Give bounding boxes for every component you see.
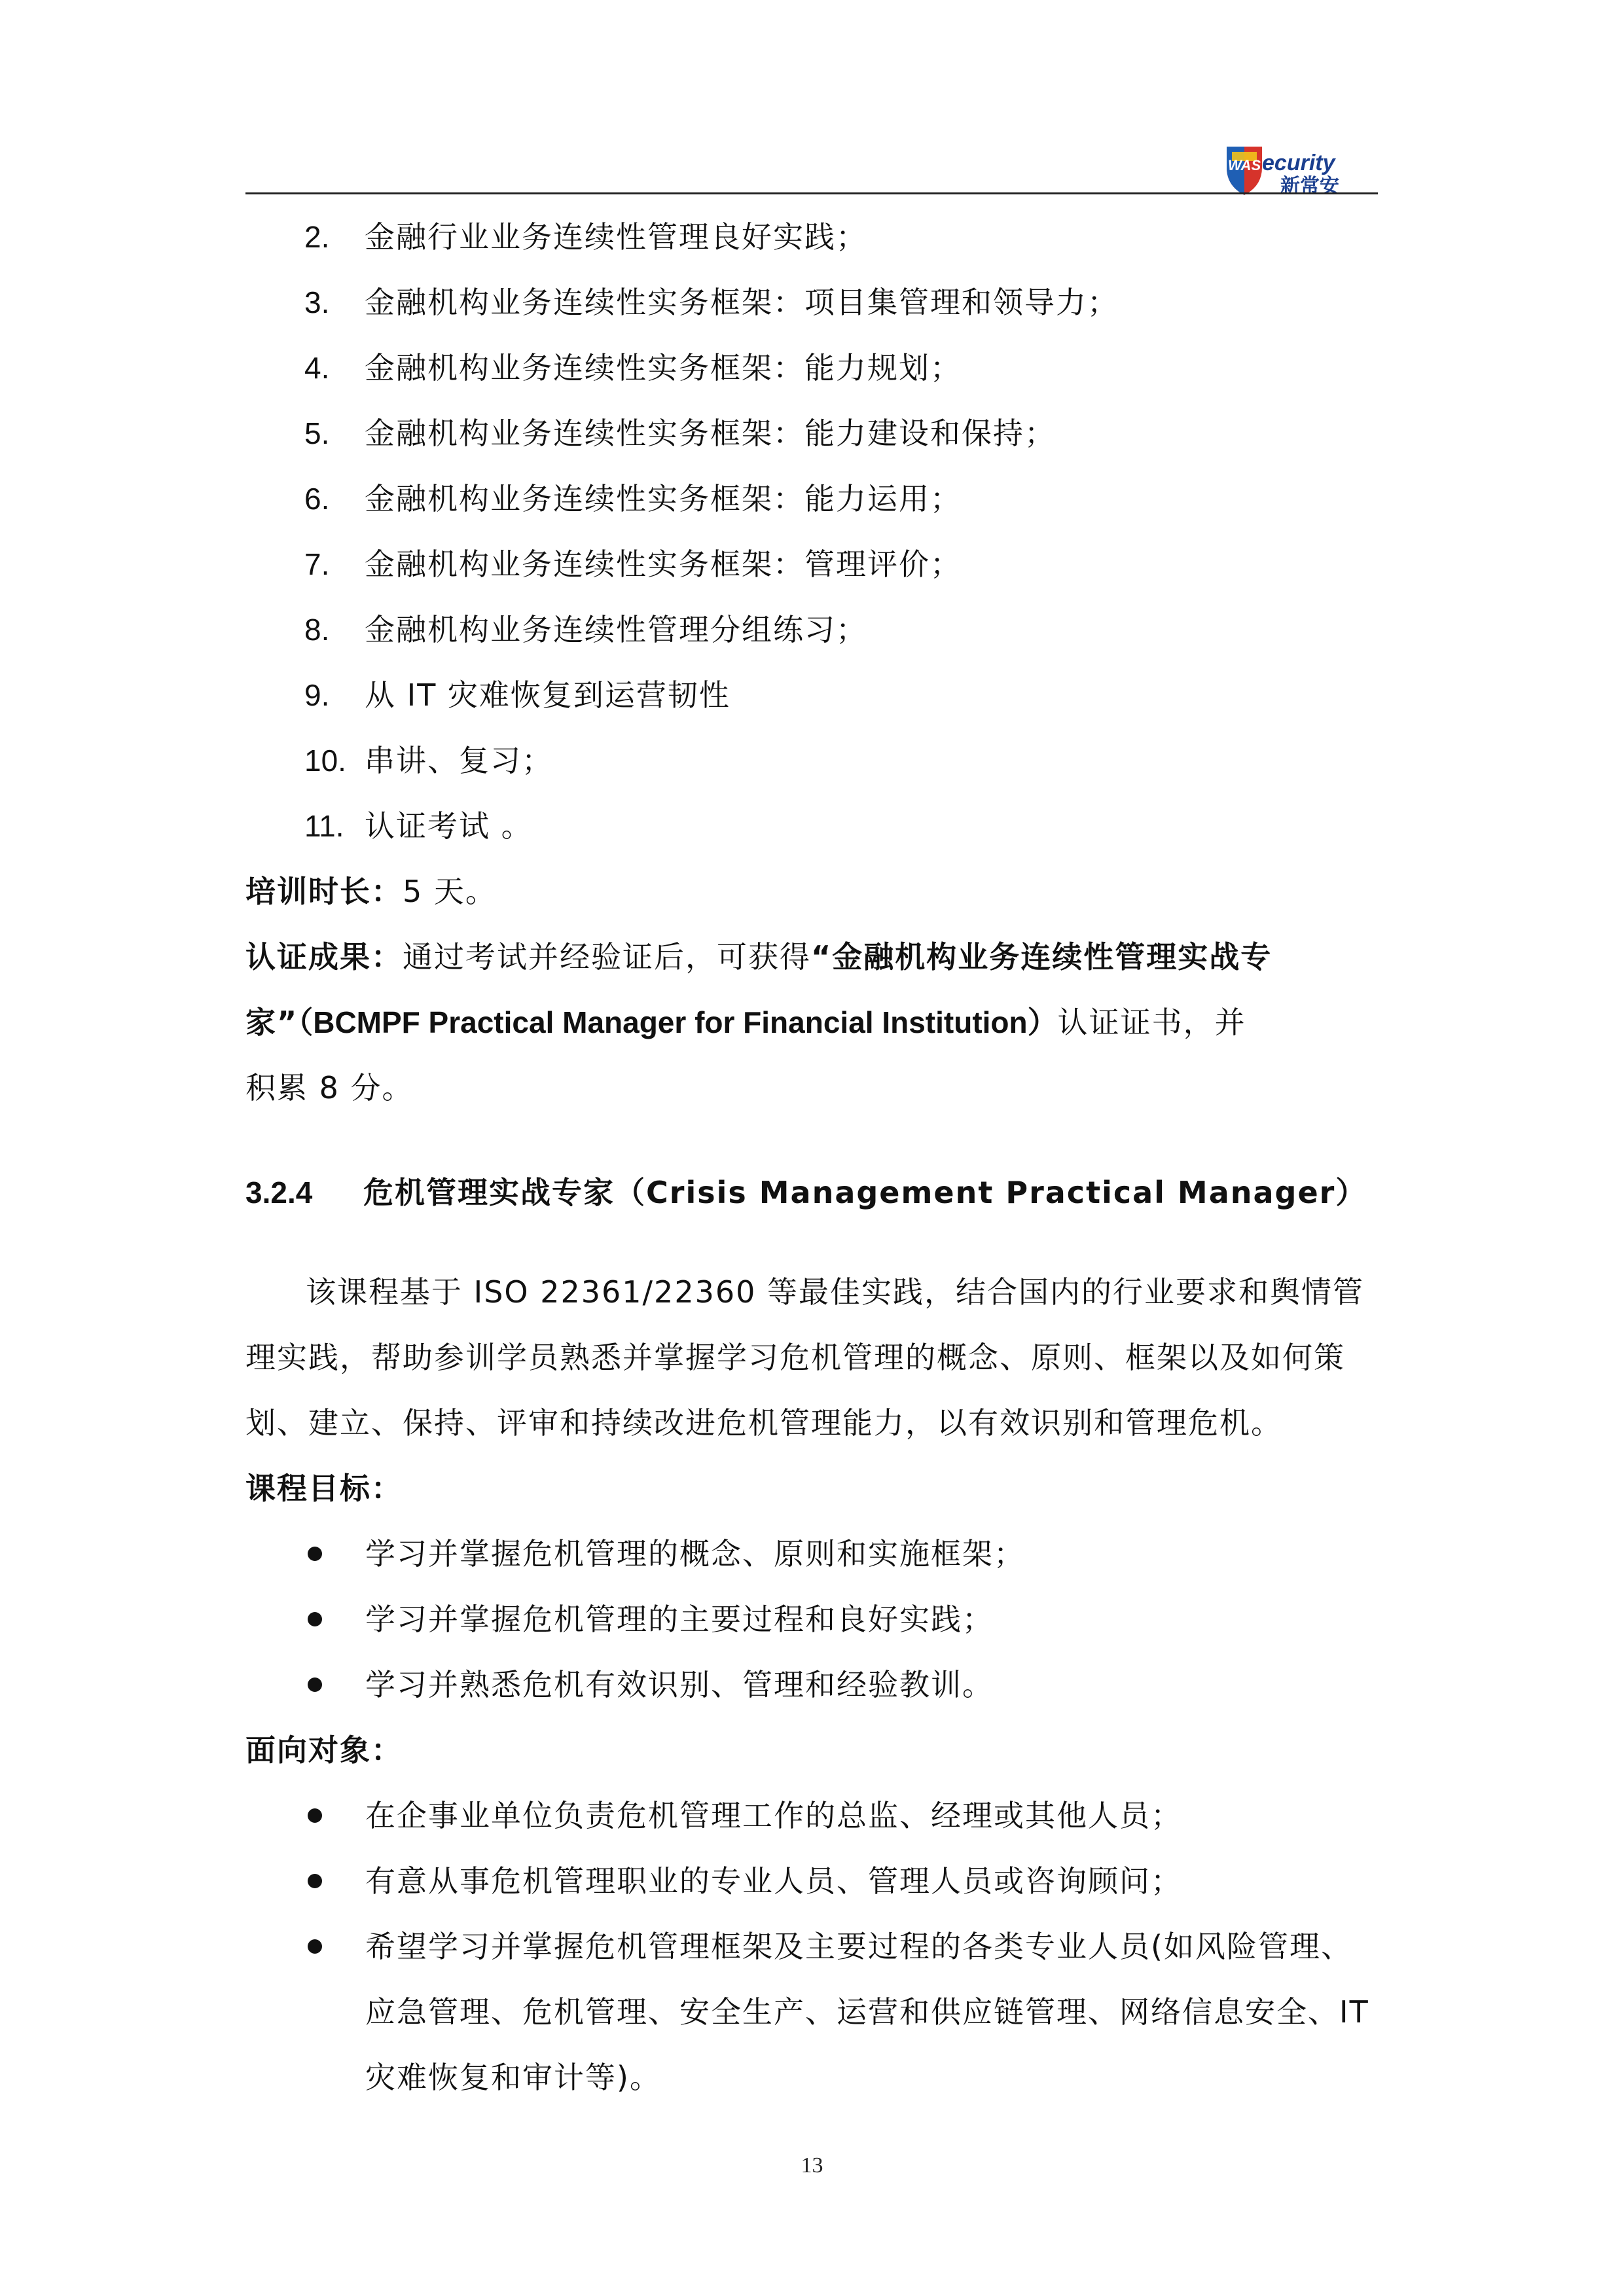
certification-title: “金融机构业务连续性管理实战专	[811, 939, 1272, 975]
intro-line: 该课程基于 ISO 22361/22360 等最佳实践，结合国内的行业要求和舆情管	[306, 1274, 1365, 1310]
certification-text: 通过考试并经验证后，可获得	[403, 939, 811, 975]
duration-line	[245, 859, 1378, 924]
objective-item	[245, 1587, 1378, 1652]
certification-title-end: 家”	[245, 1005, 298, 1040]
page-content	[245, 204, 1378, 2110]
list-item	[245, 335, 1378, 401]
list-number: 2.	[304, 220, 330, 254]
certification-credits: 积累 8 分。	[245, 1070, 414, 1105]
objective-text: 学习并熟悉危机有效识别、管理和经验教训。	[365, 1667, 994, 1702]
list-number: 11.	[304, 809, 344, 843]
intro-line: 理实践，帮助参训学员熟悉并掌握学习危机管理的概念、原则、框架以及如何策	[245, 1340, 1345, 1375]
certification-label: 认证成果：	[245, 939, 403, 975]
list-text: 金融机构业务连续性管理分组练习；	[365, 612, 867, 647]
bullet-icon	[308, 1547, 322, 1561]
list-text: 金融行业业务连续性管理良好实践；	[365, 219, 867, 255]
list-item	[245, 531, 1378, 597]
bullet-icon	[308, 1939, 322, 1954]
objective-text: 学习并掌握危机管理的主要过程和良好实践；	[365, 1602, 994, 1637]
audience-item	[245, 1914, 1378, 2110]
bullet-icon	[308, 1874, 322, 1888]
list-item	[245, 793, 1378, 859]
list-text: 金融机构业务连续性实务框架：能力运用；	[365, 481, 962, 516]
list-number: 10.	[304, 744, 346, 778]
certification-line-1	[245, 924, 1378, 990]
objectives-label: 课程目标：	[245, 1471, 403, 1506]
bullet-icon	[308, 1677, 322, 1692]
list-item	[245, 466, 1378, 531]
svg-text:ecurity: ecurity	[1262, 151, 1335, 175]
list-text: 从 IT 灾难恢复到运营韧性	[365, 677, 731, 713]
audience-text: 希望学习并掌握危机管理框架及主要过程的各类专业人员(如风险管理、应急管理、危机管理、安全生产、运营和供应链管理、网络信息安全、IT 灾难恢复和审计等)。	[365, 1929, 1369, 2095]
certification-line-2	[245, 990, 1378, 1055]
page-number: 13	[801, 2153, 823, 2178]
header-rule	[245, 192, 1378, 194]
objective-item	[245, 1652, 1378, 1717]
shield-icon	[1227, 147, 1262, 195]
svg-text:新常安: 新常安	[1280, 175, 1339, 196]
wasecurity-logo	[1223, 141, 1380, 196]
list-text: 认证考试 。	[365, 808, 533, 844]
list-number: 7.	[304, 547, 330, 581]
list-number: 4.	[304, 351, 330, 385]
duration-value: 5 天。	[403, 874, 497, 909]
section-intro	[245, 1259, 1378, 1325]
audience-label: 面向对象：	[245, 1732, 403, 1768]
section-number: 3.2.4	[245, 1175, 313, 1210]
audience-item	[245, 1848, 1378, 1914]
list-text: 串讲、复习；	[365, 743, 553, 778]
list-item	[245, 728, 1378, 793]
list-text: 金融机构业务连续性实务框架：管理评价；	[365, 547, 962, 582]
list-text: 金融机构业务连续性实务框架：能力规划；	[365, 350, 962, 386]
list-number: 9.	[304, 678, 330, 712]
bullet-icon	[308, 1808, 322, 1823]
list-number: 8.	[304, 613, 330, 647]
list-text: 金融机构业务连续性实务框架：能力建设和保持；	[365, 416, 1056, 451]
list-item	[245, 662, 1378, 728]
objective-item	[245, 1521, 1378, 1587]
svg-text:WAS: WAS	[1228, 157, 1261, 173]
list-number: 5.	[304, 416, 330, 450]
list-number: 3.	[304, 285, 330, 319]
bullet-icon	[308, 1612, 322, 1626]
list-item	[245, 270, 1378, 335]
section-title: 危机管理实战专家（Crisis Management Practical Manager）	[363, 1175, 1367, 1210]
list-item	[245, 401, 1378, 466]
audience-item	[245, 1783, 1378, 1848]
duration-label: 培训时长：	[245, 874, 403, 909]
audience-text: 在企事业单位负责危机管理工作的总监、经理或其他人员；	[365, 1798, 1182, 1833]
audience-text: 有意从事危机管理职业的专业人员、管理人员或咨询顾问；	[365, 1863, 1182, 1899]
section-heading	[245, 1160, 1378, 1225]
certification-en-title: （BCMPF Practical Manager for Financial Institution）	[298, 1005, 1058, 1039]
certification-text-2: 认证证书，并	[1057, 1005, 1246, 1040]
list-item	[245, 597, 1378, 662]
list-item	[245, 204, 1378, 270]
objective-text: 学习并掌握危机管理的概念、原则和实施框架；	[365, 1536, 1025, 1571]
list-number: 6.	[304, 482, 330, 516]
intro-line: 划、建立、保持、评审和持续改进危机管理能力，以有效识别和管理危机。	[245, 1405, 1282, 1441]
list-text: 金融机构业务连续性实务框架：项目集管理和领导力；	[365, 285, 1119, 320]
certification-line-3	[245, 1055, 1378, 1121]
